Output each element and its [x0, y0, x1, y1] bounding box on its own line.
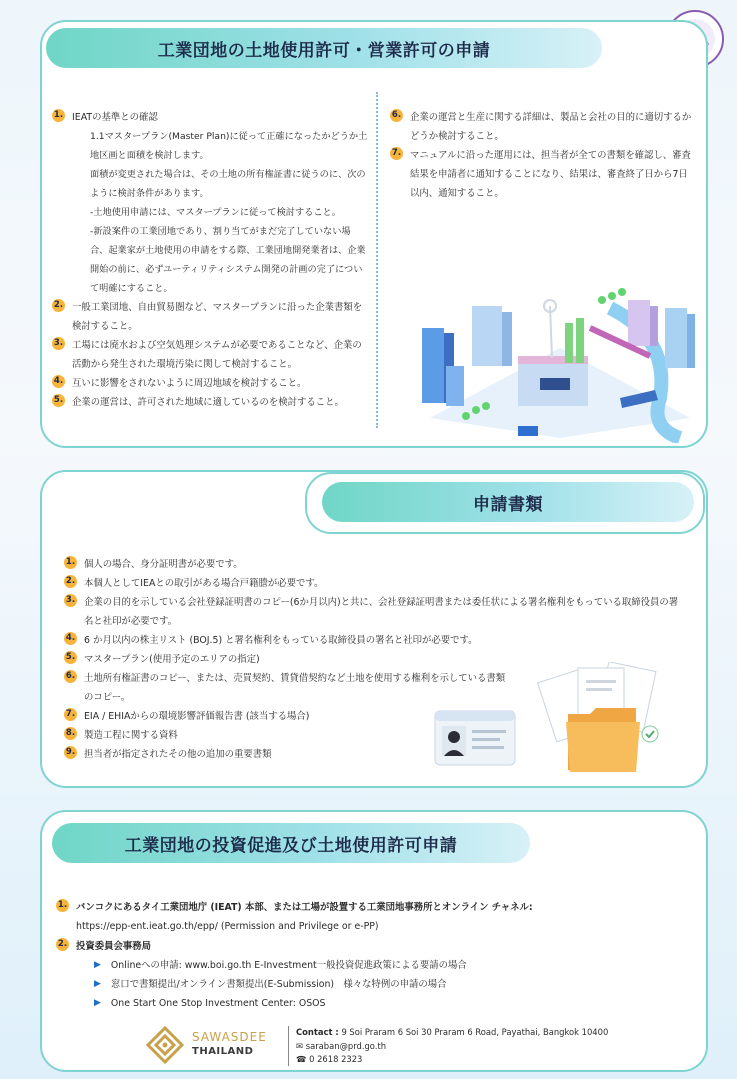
sub-text: 面積が変更された場合は、その土地の所有権証書に従うのに、次のように検討条件があります。: [90, 169, 366, 199]
number-badge: 7.: [65, 709, 76, 719]
phone-line: [296, 1054, 362, 1064]
sub-text: -土地使用申請には、マスタープランに従って検討すること。: [90, 207, 341, 218]
list-item: 8. 製造工程に関する資料: [65, 728, 178, 741]
industrial-estate-illustration: [410, 278, 700, 443]
eppp-url[interactable]: https://epp-ent.ieat.go.th/epp/ (Permission and Privilege or e-PP): [76, 921, 379, 932]
number-badge: 6.: [391, 110, 402, 120]
triangle-bullet-icon: ▶: [94, 998, 101, 1008]
number-badge: 8.: [65, 728, 76, 738]
brand-country: THAILAND: [192, 1046, 254, 1057]
bullet-item: ▶ Onlineへの申請: www.boi.go.th E-Investment一般投資促進政策による要請の場合: [56, 956, 696, 975]
number-badge: 6.: [65, 671, 76, 681]
list-item: 3. 企業の目的を示している会社登録証明書のコピー(6か月以内)と共に、会社登録証明書または委任状による署名権利をもっている取締役員の署名と社印が必要です。: [65, 595, 679, 627]
contact-address: 9 Soi Praram 6 Soi 30 Praram 6 Road, Payathai, Bangkok 10400: [341, 1027, 609, 1037]
triangle-bullet-icon: ▶: [94, 979, 101, 989]
number-badge: 5.: [53, 395, 64, 405]
number-badge: 4.: [65, 633, 76, 643]
list-item: 2. 投資委員会事務局: [57, 939, 152, 952]
list-item: 7. マニュアルに沿った運用には、担当者が全ての書類を確認し、審査結果を申請者に通知することになり、結果は、審査終了日から7日以内、通知すること。: [391, 148, 691, 199]
phone-icon: ☎: [296, 1054, 307, 1064]
number-badge: 2.: [65, 576, 76, 586]
number-badge: 9.: [65, 747, 76, 757]
contact-email[interactable]: saraban@prd.go.th: [305, 1041, 387, 1051]
bullet-item: ▶ 窓口で書類提出/オンライン書類提出(E-Submission) 様々な特例の申請の場合: [56, 975, 696, 994]
number-badge: 2.: [57, 939, 68, 949]
list-item: 4. 6 か月以内の株主リスト (BOJ.5) と署名権利をもっている取締役員の署名と社印が必要です。: [65, 633, 478, 646]
list-item: 3. 工場には廃水および空気処理システムが必要であることなど、企業の活動から発生された環境汚染に関して検討すること。: [53, 338, 362, 370]
list-item: 1. 個人の場合、身分証明書が必要です。: [65, 557, 243, 570]
section1-right-column: [390, 108, 694, 203]
list-item: 6. 企業の運営と生産に関する詳細は、製品と会社の目的に適切するかどうか検討すること。: [391, 110, 692, 142]
section2-title: 申請書類: [322, 482, 694, 522]
list-item: 2. 本個人としてIEAとの取引がある場合戸籍謄が必要です。: [65, 576, 324, 589]
section1-left-column: [52, 108, 368, 412]
list-item: 5. 企業の運営は、許可された地域に適しているのを検討すること。: [53, 395, 344, 408]
number-badge: 7.: [391, 148, 402, 158]
section3-content: [56, 898, 696, 1013]
footer: [140, 1024, 620, 1068]
list-item: 4. 互いに影響をされないように周辺地域を検討すること。: [53, 376, 307, 389]
folder-documents-illustration: [532, 662, 672, 774]
list-item: 5. マスタープラン(使用予定のエリアの指定): [65, 652, 260, 665]
sub-text: 1.1マスタープラン(Master Plan)に従って正確になったかどうか土地区画と面積を検討します。: [90, 131, 368, 161]
number-badge: 5.: [65, 652, 76, 662]
brand-name: SAWASDEE: [192, 1030, 267, 1044]
triangle-bullet-icon: ▶: [94, 960, 101, 970]
number-badge: 4.: [53, 376, 64, 386]
list-item: 7. EIA / EHIAからの環境影響評価報告書 (該当する場合): [65, 709, 310, 722]
number-badge: 3.: [65, 595, 76, 605]
email-line: [296, 1041, 386, 1051]
contact-line: [296, 1027, 608, 1037]
section1-title: 工業団地の土地使用許可・営業許可の申請: [46, 28, 602, 68]
email-icon: ✉: [296, 1041, 304, 1051]
number-badge: 1.: [57, 900, 68, 910]
footer-divider: [288, 1026, 289, 1066]
contact-phone: 0 2618 2323: [309, 1054, 363, 1064]
section3-title: 工業団地の投資促進及び土地使用許可申請: [52, 823, 530, 863]
bullet-item: ▶ One Start One Stop Investment Center: OSOS: [56, 994, 696, 1013]
id-card-illustration: [434, 710, 516, 766]
column-divider: [376, 92, 378, 428]
number-badge: 1.: [53, 110, 64, 120]
list-item: 1. バンコクにあるタイ工業団地庁 (IEAT) 本部、または工場が設置する工業団地事務所とオンライン チャネル:: [57, 900, 533, 913]
number-badge: 3.: [53, 338, 64, 348]
list-item: 6. 土地所有権証書のコピー、または、売買契約、賃貸借契約など土地を使用する権利を示している書類のコピー。: [65, 671, 506, 703]
list-item: 9. 担当者が指定されたその他の追加の重要書類: [65, 747, 272, 760]
sub-text: -新設案件の工業団地であり、割り当てがまだ完了していない場合、起業家が土地使用の申請をする際、工業団地開発業者は、企業開始の前に、必ずユーティリティシステム開発の計画の完了について明確にすること。: [90, 226, 366, 294]
contact-label: Contact :: [296, 1027, 339, 1037]
sawasdee-thailand-logo-icon: [146, 1026, 184, 1064]
list-item: 1. IEATの基準との確認: [53, 110, 158, 123]
number-badge: 1.: [65, 557, 76, 567]
list-item: 2. 一般工業団地、自由貿易圏など、マスタープランに沿った企業書類を検討すること。: [53, 300, 363, 332]
number-badge: 2.: [53, 300, 64, 310]
